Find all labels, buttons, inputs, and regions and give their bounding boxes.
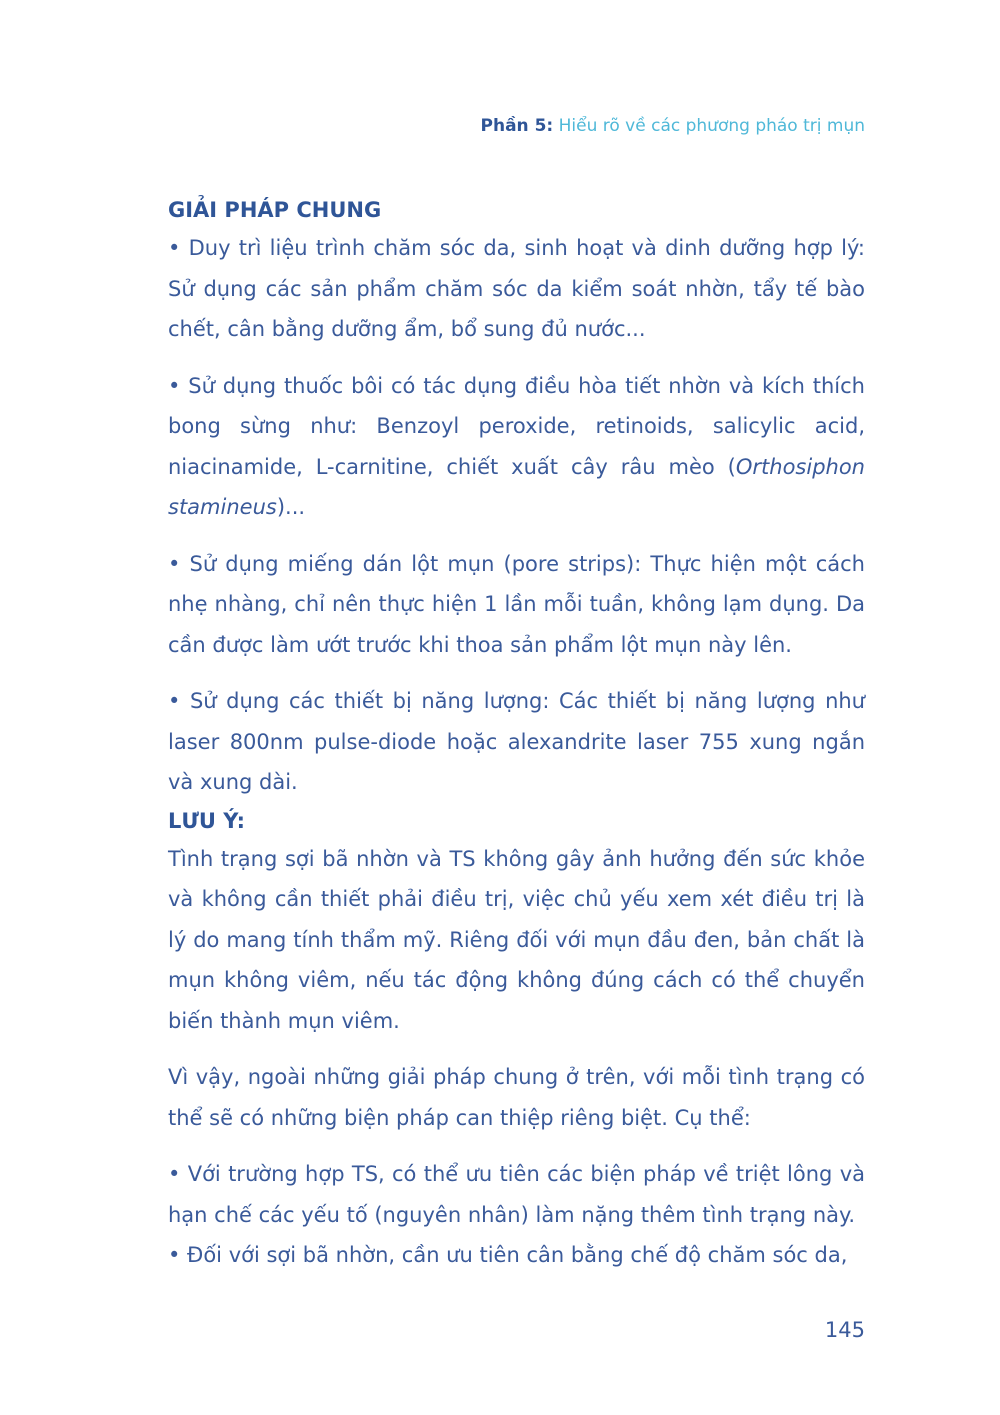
- note-paragraph: Tình trạng sợi bã nhờn và TS không gây ảnh hưởng đến sức khỏe và không cần thiết phải điều trị, việc chủ yếu xem xét điều trị là lý do mang tính thẩm mỹ. Riêng đối với mụn đầu đen, bản chất là mụn không viêm, nếu tác động không đúng cách có thể chuyển biến thành mụn viêm.: [168, 846, 865, 1033]
- bullet-topical-end: )...: [276, 495, 306, 519]
- bullet-energy-devices: • Sử dụng các thiết bị năng lượng: Các thiết bị năng lượng như laser 800nm pulse-diode hoặc alexandrite laser 755 xung ngắn và xung dài.: [168, 689, 865, 794]
- section-heading-note: LƯU Ý:: [168, 808, 246, 833]
- header-subtitle: Hiểu rõ về các phương pháo trị mụn: [558, 116, 865, 136]
- bullet-sebaceous-filaments: • Đối với sợi bã nhờn, cần ưu tiên cân bằng chế độ chăm sóc da,: [168, 1243, 848, 1267]
- bullet-ts-case: • Với trường hợp TS, có thể ưu tiên các biện pháp về triệt lông và hạn chế các yếu tố (nguyên nhân) làm nặng thêm tình trạng này.: [168, 1162, 865, 1227]
- page-number: 145: [824, 1318, 865, 1342]
- bullet-topical-medication: [168, 366, 865, 528]
- bullet-pore-strips: • Sử dụng miếng dán lột mụn (pore strips): Thực hiện một cách nhẹ nhàng, chỉ nên thực hiện 1 lần mỗi tuần, không lạm dụng. Da cần được làm ướt trước khi thoa sản phẩm lột mụn này lên.: [168, 551, 865, 657]
- section-heading-general-solutions: GIẢI PHÁP CHUNG: [168, 198, 382, 222]
- header-part-label: Phần 5:: [480, 116, 554, 136]
- running-header: [481, 116, 865, 136]
- intro-paragraph: Vì vậy, ngoài những giải pháp chung ở trên, với mỗi tình trạng có thể sẽ có những biện pháp can thiệp riêng biệt. Cụ thể:: [168, 1065, 865, 1130]
- page-content: [168, 192, 865, 1276]
- bullet-topical-text: • Sử dụng thuốc bôi có tác dụng điều hòa tiết nhờn và kích thích bong sừng như: Benzoyl peroxide, retinoids, salicylic acid, niacinamide, L-carnitine, chiết xuất cây râu mèo (: [168, 373, 865, 479]
- bullet-topical-italic: Orthosiphon stamineus: [168, 454, 865, 519]
- bullet-skincare-routine: • Duy trì liệu trình chăm sóc da, sinh hoạt và dinh dưỡng hợp lý: Sử dụng các sản phẩm chăm sóc da kiểm soát nhờn, tẩy tế bào chết, cân bằng dưỡng ẩm, bổ sung đủ nước...: [168, 236, 865, 341]
